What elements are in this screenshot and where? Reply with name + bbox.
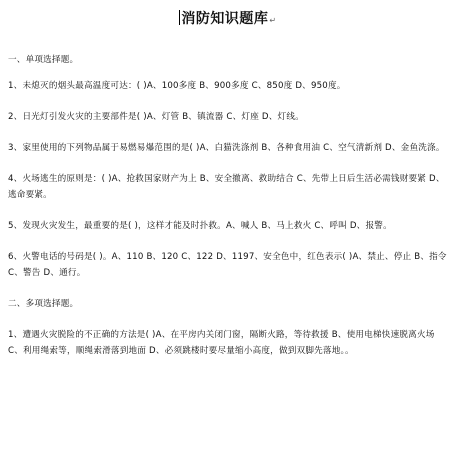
document-title-text: 消防知识题库 <box>181 11 269 27</box>
question-2: 2、日光灯引发火灾的主要部件是( )A、灯管 B、镇流器 C、灯座 D、灯线。 <box>8 112 304 122</box>
document-title <box>8 10 448 30</box>
question-1: 1、未熄灭的烟头最高温度可达：( )A、100多度 B、900多度 C、850度 D、950度。 <box>8 81 346 91</box>
question-5: 5、发现火灾发生，最重要的是( )，这样才能及时扑救。A、喊人 B、马上救火 C、呼叫 D、报警。 <box>8 221 392 231</box>
question-4: 4、火场逃生的原则是：( )A、抢救国家财产为上 B、安全撤离、救助结合 C、先带上日后生活必需钱财要紧 D、逃命要紧。 <box>8 174 445 200</box>
section-heading-multiple-choice: 二、多项选择题。 <box>8 299 79 309</box>
paragraph-mark-icon: ↵ <box>269 16 277 25</box>
question-3: 3、家里使用的下列物品属于易燃易爆范围的是( )A、白猫洗涤剂 B、各种食用油 C、空气清新剂 D、金鱼洗涤。 <box>8 143 445 153</box>
question-6: 6、火警电话的号码是( )。A、110 B、120 C、122 D、1197、安全色中，红色表示( )A、禁止、停止 B、指令 C、警告 D、通行。 <box>8 252 447 278</box>
multi-question-1: 1、遭遇火灾脱险的不正确的方法是( )A、在平房内关闭门窗，隔断火路，等待救援 B、使用电梯快速脱离火场 C、利用绳索等，顺绳索滑落到地面 D、必须跳楼时要尽量缩小高度，做到双脚先落地。。 <box>8 330 435 356</box>
section-heading-single-choice: 一、单项选择题。 <box>8 55 79 65</box>
